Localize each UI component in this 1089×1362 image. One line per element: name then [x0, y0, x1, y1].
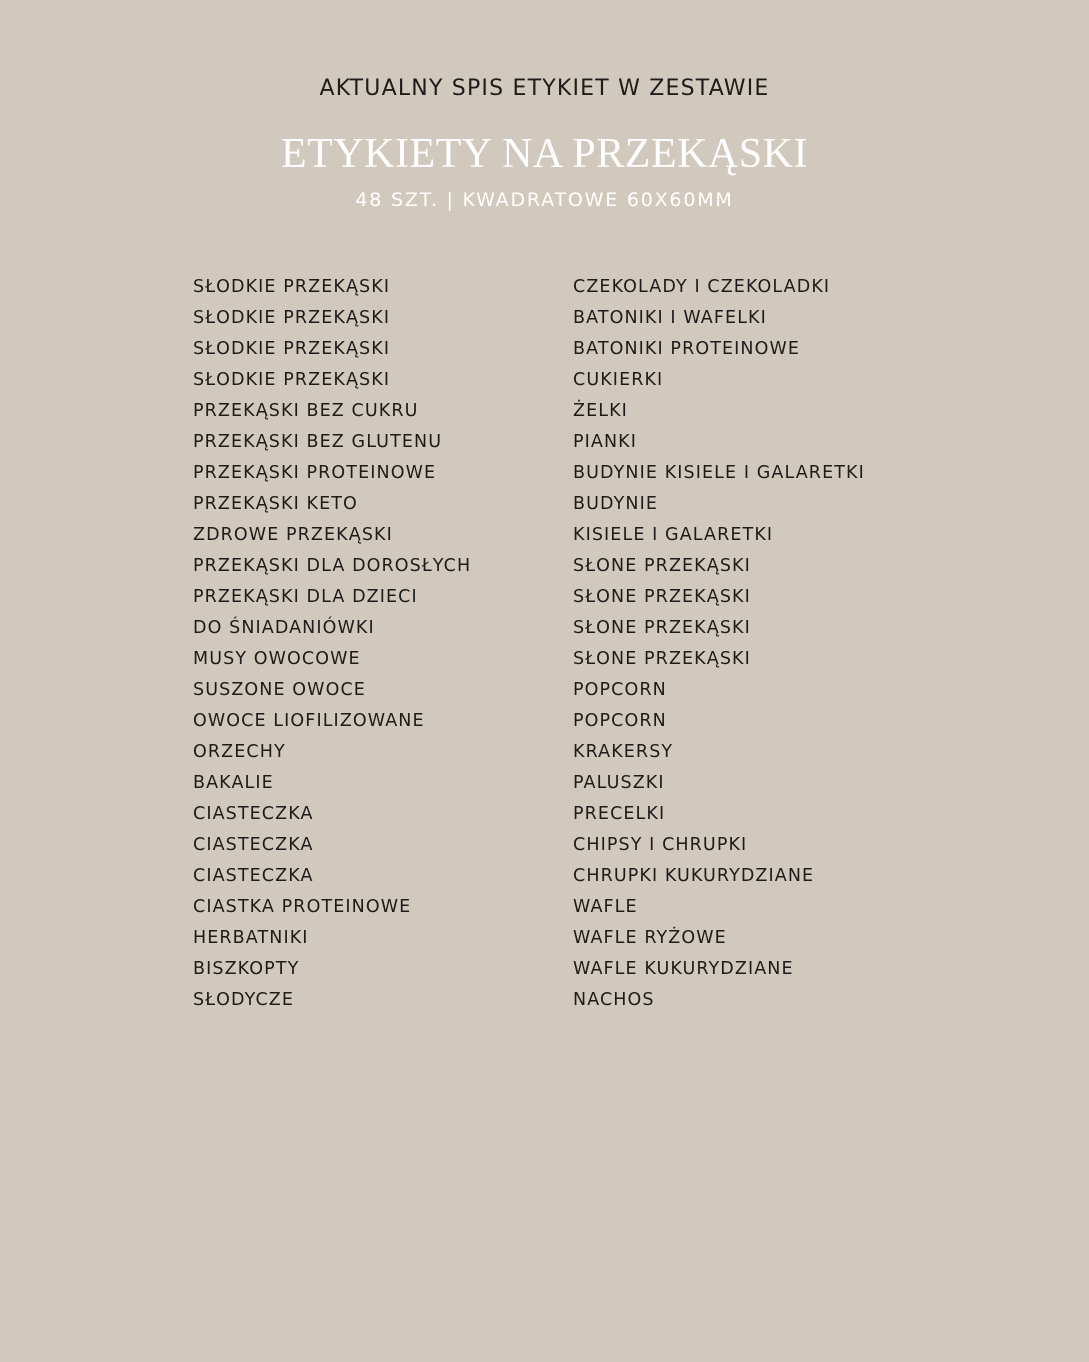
label-list-item: CIASTECZKA: [193, 866, 314, 886]
label-list-item: CIASTECZKA: [193, 835, 314, 855]
label-list-item: CZEKOLADY I CZEKOLADKI: [573, 277, 831, 297]
label-list-item: PALUSZKI: [573, 773, 665, 793]
label-list-item: POPCORN: [573, 711, 667, 731]
label-list-right: [573, 272, 993, 1016]
page-subtitle: 48 SZT. | KWADRATOWE 60X60MM: [355, 189, 734, 211]
label-list-item: CIASTKA PROTEINOWE: [193, 897, 412, 917]
label-list-item: PRZEKĄSKI BEZ CUKRU: [193, 401, 419, 421]
label-list-item: KRAKERSY: [573, 742, 674, 762]
label-list-item: BISZKOPTY: [193, 959, 300, 979]
label-list-item: SŁODYCZE: [193, 990, 295, 1010]
label-list-item: OWOCE LIOFILIZOWANE: [193, 711, 425, 731]
label-list-item: CHIPSY I CHRUPKI: [573, 835, 748, 855]
label-list-item: DO ŚNIADANIÓWKI: [193, 618, 375, 638]
label-list-item: KISIELE I GALARETKI: [573, 525, 774, 545]
label-list-item: SŁONE PRZEKĄSKI: [573, 649, 751, 669]
label-list-item: SŁONE PRZEKĄSKI: [573, 587, 751, 607]
label-list-item: ŻELKI: [573, 401, 628, 421]
label-list-item: POPCORN: [573, 680, 667, 700]
label-list-item: PRECELKI: [573, 804, 666, 824]
label-list-item: PRZEKĄSKI KETO: [193, 494, 358, 514]
label-list-item: PRZEKĄSKI BEZ GLUTENU: [193, 432, 443, 452]
label-list-item: MUSY OWOCOWE: [193, 649, 361, 669]
label-list-item: BATONIKI PROTEINOWE: [573, 339, 801, 359]
label-list-item: NACHOS: [573, 990, 655, 1010]
page-title: ETYKIETY NA PRZEKĄSKI: [281, 131, 808, 177]
label-list-item: ZDROWE PRZEKĄSKI: [193, 525, 393, 545]
label-list-item: WAFLE KUKURYDZIANE: [573, 959, 794, 979]
label-list-item: PRZEKĄSKI DLA DOROSŁYCH: [193, 556, 472, 576]
label-list-item: WAFLE: [573, 897, 638, 917]
label-list-item: ORZECHY: [193, 742, 286, 762]
label-list-item: BATONIKI I WAFELKI: [573, 308, 767, 328]
label-list-item: SUSZONE OWOCE: [193, 680, 366, 700]
label-list-item: CHRUPKI KUKURYDZIANE: [573, 866, 815, 886]
label-list-item: CIASTECZKA: [193, 804, 314, 824]
label-list-item: PRZEKĄSKI PROTEINOWE: [193, 463, 437, 483]
label-list-item: BUDYNIE: [573, 494, 659, 514]
label-list-item: SŁODKIE PRZEKĄSKI: [193, 370, 391, 390]
label-list-item: BUDYNIE KISIELE I GALARETKI: [573, 463, 865, 483]
label-list-left: [193, 272, 553, 1016]
label-list-item: CUKIERKI: [573, 370, 664, 390]
label-list-item: WAFLE RYŻOWE: [573, 928, 727, 948]
page-kicker: AKTUALNY SPIS ETYKIET W ZESTAWIE: [319, 76, 770, 101]
label-list-item: SŁODKIE PRZEKĄSKI: [193, 277, 391, 297]
label-list-item: HERBATNIKI: [193, 928, 309, 948]
label-list-item: SŁONE PRZEKĄSKI: [573, 556, 751, 576]
label-list-item: SŁODKIE PRZEKĄSKI: [193, 308, 391, 328]
label-list-item: BAKALIE: [193, 773, 274, 793]
label-list-item: SŁODKIE PRZEKĄSKI: [193, 339, 391, 359]
label-list-item: PRZEKĄSKI DLA DZIECI: [193, 587, 418, 607]
label-list-item: SŁONE PRZEKĄSKI: [573, 618, 751, 638]
label-list-item: PIANKI: [573, 432, 638, 452]
